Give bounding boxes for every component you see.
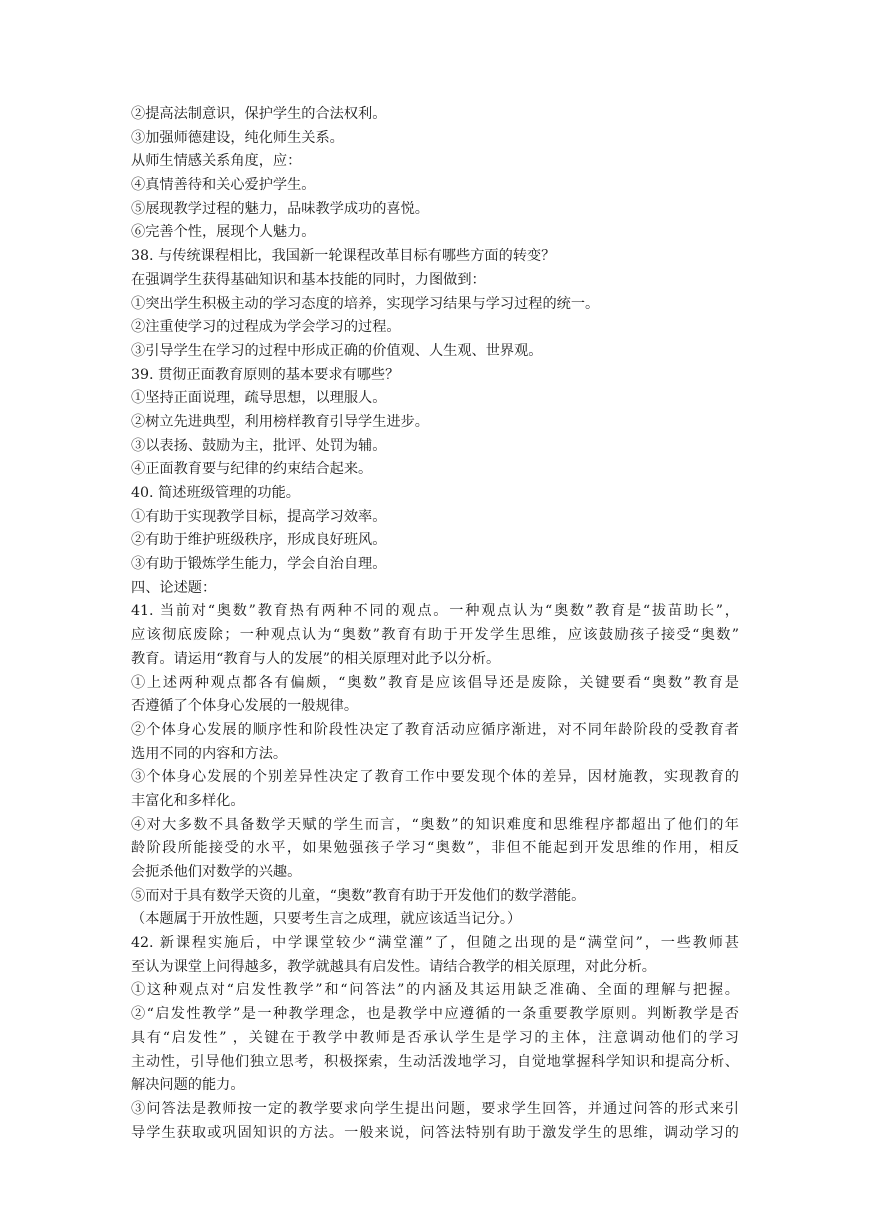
text-line: 41. 当前对“奥数”教育热有两种不同的观点。一种观点认为“奥数”教育是“拔苗助长”， [131, 603, 739, 620]
text-line: ①这种观点对“启发性教学”和“问答法”的内涵及其运用缺乏准确、全面的理解与把握。 [131, 982, 739, 999]
text-line: 教育。请运用“教育与人的发展”的相关原理对此予以分析。 [131, 650, 501, 667]
text-line: ③加强师德建设，纯化师生关系。 [131, 129, 344, 146]
text-line: 四、论述题： [131, 579, 217, 596]
text-line: 40. 简述班级管理的功能。 [131, 485, 300, 501]
text-line: ②注重使学习的过程成为学会学习的过程。 [131, 319, 401, 336]
text-line: 从师生情感关系角度，应： [131, 153, 302, 170]
text-line: ③有助于锻炼学生能力，学会自治自理。 [131, 556, 387, 573]
text-line: ②个体身心发展的顺序性和阶段性决定了教育活动应循序渐进，对不同年龄阶段的受教育者 [131, 721, 739, 738]
document-page [131, 103, 739, 1145]
text-line: ①上述两种观点都各有偏颇，“奥数”教育是应该倡导还是废除，关键要看“奥数”教育是 [131, 674, 739, 691]
text-line: ②提高法制意识，保护学生的合法权利。 [131, 106, 387, 122]
text-line: 选用不同的内容和方法。 [131, 745, 288, 762]
text-line: ③问答法是教师按一定的教学要求向学生提出问题，要求学生回答，并通过问答的形式来引 [131, 1100, 739, 1117]
text-line: ④正面教育要与纪律的约束结合起来。 [131, 461, 373, 478]
text-line: ①突出学生积极主动的学习态度的培养，实现学习结果与学习过程的统一。 [131, 295, 600, 312]
text-line: 导学生获取或巩固知识的方法。一般来说，问答法特别有助于激发学生的思维，调动学习的 [131, 1124, 739, 1141]
text-line: 否遵循了个体身心发展的一般规律。 [131, 698, 359, 715]
text-line: ②有助于维护班级秩序，形成良好班风。 [131, 532, 387, 549]
text-line: 主动性，引导他们独立思考，积极探索，生动活泼地学习，自觉地掌握科学知识和提高分析、 [131, 1053, 739, 1070]
text-line: ⑤而对于具有数学天资的儿童，“奥数”教育有助于开发他们的数学潜能。 [131, 887, 586, 904]
text-line: ①坚持正面说理，疏导思想，以理服人。 [131, 390, 387, 407]
text-line: 具有“启发性” ，关键在于教学中教师是否承认学生是学习的主体，注意调动他们的学习 [131, 1029, 739, 1046]
text-line: ③以表扬、鼓励为主，批评、处罚为辅。 [131, 437, 387, 454]
text-line: 丰富化和多样化。 [131, 792, 245, 809]
text-line: 至认为课堂上问得越多，教学就越具有启发性。请结合教学的相关原理，对此分析。 [131, 958, 656, 975]
text-line: ①有助于实现教学目标，提高学习效率。 [131, 508, 387, 525]
text-line: 会扼杀他们对数学的兴趣。 [131, 864, 302, 880]
text-line: ④对大多数不具备数学天赋的学生而言，“奥数”的知识难度和思维程序都超出了他们的年 [131, 816, 739, 833]
text-line: 应该彻底废除；一种观点认为“奥数”教育有助于开发学生思维，应该鼓励孩子接受“奥数” [131, 627, 739, 644]
text-line: 42. 新课程实施后，中学课堂较少“满堂灌”了，但随之出现的是“满堂问”，一些教师甚 [131, 935, 739, 952]
text-line: 在强调学生获得基础知识和基本技能的同时，力图做到： [131, 271, 486, 288]
text-line: 解决问题的能力。 [131, 1077, 245, 1094]
text-line: ④真情善待和关心爱护学生。 [131, 177, 316, 194]
text-line: ②树立先进典型，利用榜样教育引导学生进步。 [131, 413, 429, 430]
text-line: 39. 贯彻正面教育原则的基本要求有哪些？ [131, 366, 400, 383]
text-line: 38. 与传统课程相比，我国新一轮课程改革目标有哪些方面的转变？ [131, 248, 556, 265]
text-line: ⑥完善个性，展现个人魅力。 [131, 224, 316, 241]
text-line: ⑤展现教学过程的魅力，品味教学成功的喜悦。 [131, 200, 429, 217]
text-line: ③引导学生在学习的过程中形成正确的价值观、人生观、世界观。 [131, 342, 543, 359]
text-line: ③个体身心发展的个别差异性决定了教育工作中要发现个体的差异，因材施教，实现教育的 [131, 769, 739, 786]
text-line: （本题属于开放性题，只要考生言之成理，就应该适当记分。） [131, 911, 522, 928]
text-line: ②“启发性教学”是一种教学理念，也是教学中应遵循的一条重要教学原则。判断教学是否 [131, 1006, 739, 1023]
text-line: 龄阶段所能接受的水平，如果勉强孩子学习“奥数”，非但不能起到开发思维的作用，相反 [131, 840, 739, 857]
